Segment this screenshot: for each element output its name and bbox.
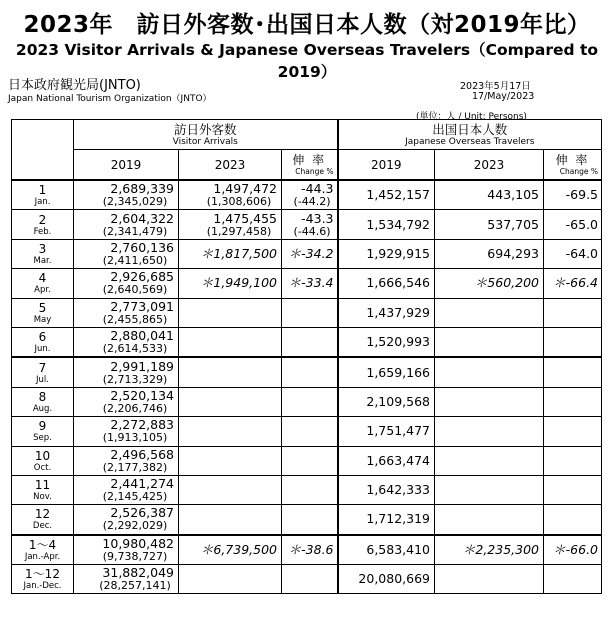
travelers-2019-value: 6,583,410	[366, 541, 430, 557]
travelers-2019-cell	[338, 180, 435, 210]
travelers-2023-cell	[435, 298, 544, 327]
travelers-2019-value: 1,534,792	[366, 216, 430, 232]
travelers-change-cell	[544, 535, 602, 565]
month-cell	[12, 239, 74, 268]
visitors-2023-value: ＊6,739,500	[200, 541, 277, 557]
month-label-en: Jan.-Dec.	[23, 581, 62, 592]
visitors-2019-cell	[74, 180, 179, 210]
table-row	[12, 475, 602, 504]
travelers-2023-cell	[435, 210, 544, 239]
visitors-2019-cell	[74, 357, 179, 387]
month-label: 3	[38, 241, 47, 256]
month-cell	[12, 210, 74, 239]
visitors-2019-cell	[74, 505, 179, 535]
travelers-change-cell	[544, 180, 602, 210]
visitors-2019-value: 2,526,387	[110, 505, 174, 521]
visitors-2019-sub: (2,345,029)	[102, 195, 168, 209]
organization-name-en: Japan National Tourism Organization（JNTO）	[8, 94, 212, 104]
travelers-2023-header: 2023	[435, 150, 544, 181]
travelers-2023-value: 443,105	[487, 187, 539, 203]
month-label-en: Oct.	[33, 462, 52, 473]
month-label-en: Feb.	[33, 226, 52, 237]
travelers-2023-cell	[435, 565, 544, 594]
table-row	[12, 269, 602, 298]
date-en: 17/May/2023	[472, 91, 535, 102]
travelers-2019-cell	[338, 387, 435, 416]
visitors-change-cell	[282, 565, 338, 594]
visitors-change-cell	[282, 298, 338, 327]
travelers-change-cell	[544, 387, 602, 416]
travelers-2019-value: 1,663,474	[366, 452, 430, 468]
visitors-2019-cell	[74, 446, 179, 475]
visitors-2023-sub: (1,308,606)	[206, 195, 272, 209]
visitors-change-cell	[282, 357, 338, 387]
visitors-change-cell	[282, 475, 338, 504]
month-cell	[12, 298, 74, 327]
visitors-2019-value: 2,773,091	[110, 298, 174, 314]
visitors-2023-cell	[179, 357, 282, 387]
travelers-change-cell	[544, 565, 602, 594]
month-label: 10	[34, 448, 51, 463]
visitors-2023-cell	[179, 210, 282, 239]
month-label: 8	[38, 389, 47, 404]
visitors-change-cell	[282, 535, 338, 565]
table-row	[12, 180, 602, 210]
visitors-2023-value: 1,475,455	[213, 210, 277, 226]
table-row	[12, 387, 602, 416]
visitors-2019-sub: (2,713,329)	[102, 372, 168, 386]
travelers-change-cell	[544, 210, 602, 239]
travelers-change-value: ＊-66.4	[553, 275, 598, 291]
table-row	[12, 357, 602, 387]
travelers-2019-value: 1,666,546	[366, 275, 430, 291]
visitors-change-value: ＊-33.4	[288, 275, 334, 291]
visitors-2023-cell	[179, 269, 282, 298]
travelers-2019-header: 2019	[338, 150, 435, 181]
travelers-2023-cell	[435, 269, 544, 298]
visitors-2023-cell	[179, 505, 282, 535]
visitors-2023-cell	[179, 535, 282, 565]
table-row	[12, 535, 602, 565]
travelers-2023-cell	[435, 475, 544, 504]
visitors-2023-value: 1,497,472	[213, 181, 277, 197]
visitors-2019-sub: (2,145,425)	[102, 490, 168, 504]
visitors-2019-sub: (28,257,141)	[99, 579, 171, 593]
organization-name-jp: 日本政府観光局(JNTO)	[8, 78, 141, 93]
travelers-2019-value: 1,520,993	[366, 334, 430, 350]
visitors-header-en: Visitor Arrivals	[172, 136, 238, 147]
visitors-2019-cell	[74, 387, 179, 416]
month-label-en: Apr.	[34, 285, 51, 296]
visitors-2019-cell	[74, 417, 179, 446]
visitors-2019-sub: (2,614,533)	[102, 342, 168, 356]
visitors-2019-sub: (2,455,865)	[102, 312, 168, 326]
visitors-2019-sub: (9,738,727)	[102, 549, 168, 563]
travelers-header-jp: 出国日本人数	[432, 121, 508, 137]
travelers-change-cell	[544, 269, 602, 298]
visitors-change-cell	[282, 269, 338, 298]
travelers-2019-cell	[338, 446, 435, 475]
unit-note: (単位：人 / Unit: Persons)	[416, 112, 527, 122]
month-label-en: May	[33, 314, 52, 325]
travelers-2019-value: 1,452,157	[366, 187, 430, 203]
travelers-2019-cell	[338, 475, 435, 504]
travelers-change-header-jp: 伸 率	[555, 152, 590, 167]
month-label: 9	[38, 419, 47, 434]
visitors-2019-cell	[74, 298, 179, 327]
visitors-change-cell	[282, 210, 338, 239]
visitors-2019-cell	[74, 269, 179, 298]
visitors-header-jp: 訪日外客数	[173, 121, 237, 137]
visitors-2023-cell	[179, 565, 282, 594]
visitors-2023-value: ＊1,949,100	[200, 275, 277, 291]
travelers-2023-cell	[435, 239, 544, 268]
visitors-2023-sub: (1,297,458)	[206, 224, 272, 238]
table-row	[12, 239, 602, 268]
visitors-2019-cell	[74, 239, 179, 268]
travelers-2019-value: 1,751,477	[366, 423, 430, 439]
visitors-2023-cell	[179, 298, 282, 327]
date-jp: 2023年5月17日	[460, 81, 531, 92]
page-title: 2023年 訪日外客数･出国日本人数（対2019年比）	[23, 12, 591, 38]
travelers-2019-cell	[338, 298, 435, 327]
visitors-2019-cell	[74, 535, 179, 565]
visitors-change-cell	[282, 505, 338, 535]
month-label: 4	[38, 271, 47, 286]
table-row	[12, 417, 602, 446]
visitors-2019-sub: (2,292,029)	[102, 519, 168, 533]
travelers-2019-cell	[338, 505, 435, 535]
month-label-en: Aug.	[32, 403, 53, 414]
travelers-2023-value: ＊560,200	[474, 275, 539, 291]
visitors-2019-value: 2,991,189	[110, 358, 174, 374]
visitors-change-cell	[282, 327, 338, 357]
month-label: 7	[38, 360, 47, 375]
corner-cell-lower	[12, 150, 74, 181]
visitors-change-sub: (-44.6)	[293, 224, 331, 238]
travelers-2019-value: 1,712,319	[366, 511, 430, 527]
travelers-change-cell	[544, 239, 602, 268]
visitors-2019-sub: (2,341,479)	[102, 224, 168, 238]
visitors-change-cell	[282, 387, 338, 416]
travelers-2019-cell	[338, 417, 435, 446]
visitors-2019-cell	[74, 475, 179, 504]
month-cell	[12, 357, 74, 387]
travelers-2019-value: 1,929,915	[366, 245, 430, 261]
travelers-change-value: -64.0	[565, 245, 598, 261]
travelers-2023-cell	[435, 505, 544, 535]
table-row	[12, 505, 602, 535]
month-label: 1	[38, 183, 47, 198]
visitors-2019-sub: (2,177,382)	[102, 460, 168, 474]
visitors-2023-cell	[179, 239, 282, 268]
visitors-change-header-jp: 伸 率	[292, 152, 327, 167]
month-label: 2	[38, 212, 47, 227]
visitors-header	[74, 120, 338, 150]
visitors-2019-cell	[74, 565, 179, 594]
month-label-en: Jan.	[34, 197, 51, 208]
travelers-2019-cell	[338, 565, 435, 594]
month-label: 1～12	[25, 567, 60, 582]
visitors-2023-cell	[179, 180, 282, 210]
visitors-2019-value: 10,980,482	[102, 535, 174, 551]
visitors-change-cell	[282, 239, 338, 268]
month-cell	[12, 269, 74, 298]
visitors-2023-cell	[179, 475, 282, 504]
travelers-change-cell	[544, 357, 602, 387]
travelers-change-cell	[544, 417, 602, 446]
month-cell	[12, 446, 74, 475]
month-label-en: Jun.	[34, 344, 51, 355]
travelers-change-cell	[544, 475, 602, 504]
visitors-change-cell	[282, 417, 338, 446]
visitors-2023-cell	[179, 417, 282, 446]
travelers-change-value: -69.5	[565, 187, 598, 203]
visitors-2019-cell	[74, 327, 179, 357]
month-label-en: Dec.	[32, 521, 53, 532]
travelers-change-cell	[544, 327, 602, 357]
page-subtitle: 2023 Visitor Arrivals & Japanese Overseas Travelers（Compared to 2019）	[15, 41, 599, 81]
visitors-2019-sub: (2,640,569)	[102, 283, 168, 297]
visitors-2019-sub: (2,411,650)	[102, 253, 168, 267]
travelers-2019-value: 1,437,929	[366, 304, 430, 320]
travelers-header	[338, 120, 602, 150]
month-cell	[12, 475, 74, 504]
visitors-2023-header: 2023	[179, 150, 282, 181]
travelers-2019-value: 1,642,333	[366, 482, 430, 498]
travelers-2019-cell	[338, 535, 435, 565]
month-label: 12	[34, 507, 51, 522]
corner-cell	[12, 120, 74, 150]
table-row	[12, 327, 602, 357]
travelers-change-cell	[544, 446, 602, 475]
table-row	[12, 565, 602, 594]
month-label: 6	[38, 330, 47, 345]
month-label-en: Mar.	[33, 255, 52, 266]
visitors-2019-sub: (2,206,746)	[102, 401, 168, 415]
month-label: 11	[34, 478, 51, 493]
visitors-2019-value: 2,926,685	[110, 269, 174, 285]
visitors-2019-header: 2019	[74, 150, 179, 181]
travelers-change-value: -65.0	[565, 216, 598, 232]
table-row	[12, 298, 602, 327]
visitors-2023-cell	[179, 327, 282, 357]
travelers-2023-cell	[435, 327, 544, 357]
travelers-2019-cell	[338, 357, 435, 387]
month-label: 1～4	[28, 537, 57, 552]
visitors-2019-value: 31,882,049	[102, 565, 174, 581]
travelers-2023-cell	[435, 180, 544, 210]
visitors-change-sub: (-44.2)	[293, 195, 331, 209]
month-cell	[12, 327, 74, 357]
travelers-2023-value: ＊2,235,300	[462, 541, 539, 557]
visitors-2023-value: ＊1,817,500	[200, 245, 277, 261]
month-label-en: Nov.	[33, 492, 52, 503]
travelers-2023-cell	[435, 357, 544, 387]
visitors-2019-value: 2,760,136	[110, 239, 174, 255]
visitors-2019-value: 2,604,322	[110, 210, 174, 226]
month-label: 5	[38, 300, 47, 315]
travelers-change-cell	[544, 505, 602, 535]
travelers-2019-cell	[338, 210, 435, 239]
travelers-2019-cell	[338, 239, 435, 268]
visitors-change-header-en: Change %	[295, 166, 334, 176]
visitors-change-value: -43.3	[301, 210, 334, 226]
visitors-change-cell	[282, 180, 338, 210]
travelers-2019-cell	[338, 327, 435, 357]
statistics-table	[11, 119, 602, 594]
travelers-2019-value: 2,109,568	[366, 393, 430, 409]
visitors-2019-value: 2,272,883	[110, 417, 174, 433]
month-cell	[12, 565, 74, 594]
month-cell	[12, 417, 74, 446]
visitors-change-value: ＊-38.6	[288, 541, 334, 557]
table-row	[12, 446, 602, 475]
visitors-2023-cell	[179, 387, 282, 416]
travelers-header-en: Japanese Overseas Travelers	[405, 136, 535, 147]
travelers-2023-cell	[435, 387, 544, 416]
visitors-2019-sub: (1,913,105)	[102, 431, 168, 445]
travelers-2019-value: 1,659,166	[366, 364, 430, 380]
visitors-2019-value: 2,880,041	[110, 328, 174, 344]
travelers-2023-value: 537,705	[487, 216, 539, 232]
travelers-2019-cell	[338, 269, 435, 298]
visitors-2019-value: 2,441,274	[110, 476, 174, 492]
visitors-change-value: -44.3	[301, 181, 334, 197]
travelers-change-value: ＊-66.0	[553, 541, 598, 557]
month-label-en: Jul.	[36, 374, 49, 385]
visitors-2019-value: 2,689,339	[110, 181, 174, 197]
visitors-change-cell	[282, 446, 338, 475]
visitors-2019-value: 2,520,134	[110, 387, 174, 403]
travelers-2023-value: 694,293	[487, 245, 539, 261]
travelers-2023-cell	[435, 417, 544, 446]
month-cell	[12, 505, 74, 535]
month-cell	[12, 180, 74, 210]
travelers-2023-cell	[435, 446, 544, 475]
travelers-change-header	[544, 150, 602, 181]
travelers-2023-cell	[435, 535, 544, 565]
month-cell	[12, 387, 74, 416]
month-label-en: Sep.	[33, 433, 52, 444]
visitors-2019-cell	[74, 210, 179, 239]
table-row	[12, 210, 602, 239]
visitors-change-header	[282, 150, 338, 181]
month-cell	[12, 535, 74, 565]
visitors-2019-value: 2,496,568	[110, 446, 174, 462]
travelers-change-cell	[544, 298, 602, 327]
travelers-2019-value: 20,080,669	[358, 571, 430, 587]
visitors-2023-cell	[179, 446, 282, 475]
travelers-change-header-en: Change %	[559, 166, 598, 176]
month-label-en: Jan.-Apr.	[24, 551, 61, 562]
visitors-change-value: ＊-34.2	[288, 245, 334, 261]
